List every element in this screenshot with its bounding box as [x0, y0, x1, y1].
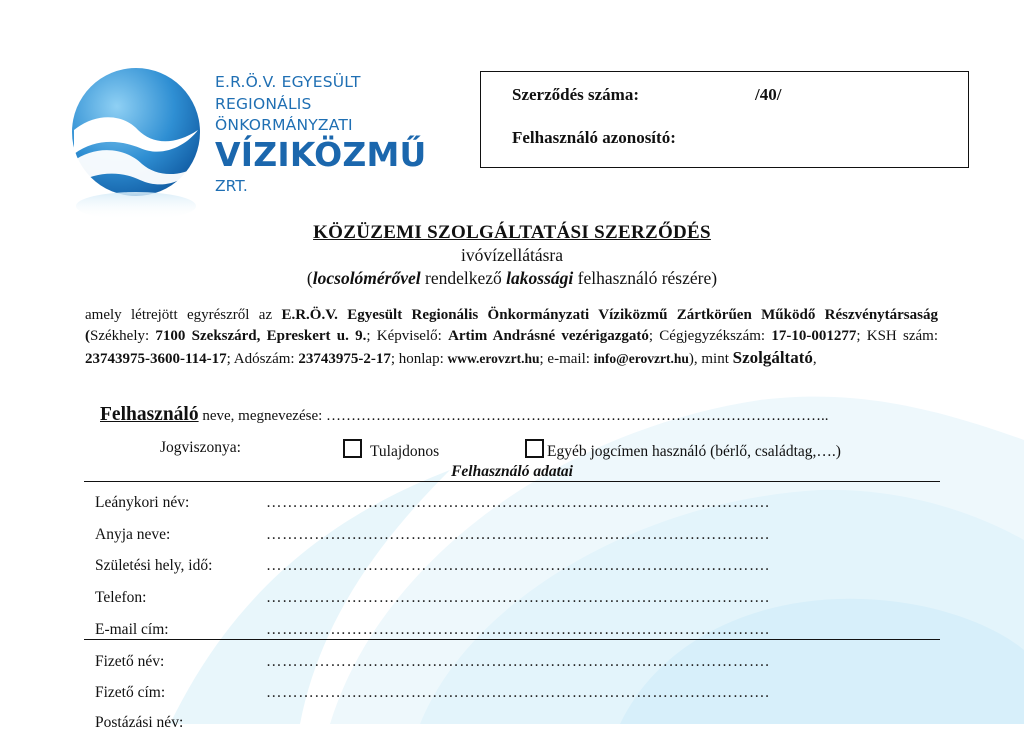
other-user-option-label: Egyéb jogcímen használó (bérlő, családtag,….) — [547, 443, 841, 460]
field-input-maiden-name[interactable]: …………………………………………………………………………………. — [266, 494, 770, 511]
subtitle-bold-2: lakossági — [506, 268, 574, 288]
document-subtitle: ivóvízellátásra — [460, 245, 564, 265]
contract-number-label: Szerződés száma: — [512, 85, 639, 104]
field-label-payer-name: Fizető név: — [95, 653, 165, 670]
user-name-line — [100, 404, 829, 426]
subtitle-bold-1: locsolómérővel — [312, 268, 421, 288]
field-input-birth-place-date[interactable]: …………………………………………………………………………………. — [266, 557, 770, 574]
company-email-link[interactable]: info@erovzrt.hu — [593, 351, 689, 366]
field-input-payer-address[interactable]: …………………………………………………………………………………. — [266, 684, 770, 701]
document-title: KÖZÜZEMI SZOLGÁLTATÁSI SZERZŐDÉS — [313, 222, 711, 243]
logo-line-2: REGIONÁLIS — [215, 94, 312, 113]
user-label: Felhasználó — [100, 404, 199, 425]
owner-option-label: Tulajdonos — [370, 443, 440, 460]
contract-number-value[interactable]: /40/ — [755, 85, 782, 104]
other-user-option[interactable] — [525, 439, 841, 461]
field-input-mother-name[interactable]: …………………………………………………………………………………. — [266, 526, 770, 543]
legal-relationship-label: Jogviszonya: — [160, 439, 241, 456]
company-logo-icon — [66, 64, 206, 224]
intro-paragraph: amely létrejött egyrészről az E.R.Ö.V. Egyesült Regionális Önkormányzati Víziközmű Zártkörűen Működő Részvénytársaság (Székhely: 7100 Szekszárd, Epreskert u. 9.; Képviselő: Artim Andrásné vezérigazgató; Cégjegyzékszám: 17-10-001277; KSH szám: 23743975-3600-114-17; Adószám: 23743975-2-17; honlap: www.erovzrt.hu; e-mail: info@erovzrt.hu), mint Szolgáltató, — [85, 307, 938, 367]
user-name-field[interactable]: neve, megnevezése: ……………………………………………………………………………………….. — [198, 408, 829, 424]
field-label-postal-name: Postázási név: — [95, 714, 184, 731]
field-label-birth-place-date: Születési hely, idő: — [95, 557, 213, 574]
logo-line-5: ZRT. — [215, 176, 248, 195]
contract-number-box — [480, 71, 969, 168]
company-ksh-number: 23743975-3600-114-17 — [85, 351, 227, 367]
logo-line-4: VÍZIKÖZMŰ — [215, 134, 427, 174]
provider-role: Szolgáltató — [732, 348, 813, 367]
section-divider-bottom — [84, 639, 940, 640]
field-input-payer-name[interactable]: …………………………………………………………………………………. — [266, 653, 770, 670]
field-label-email: E-mail cím: — [95, 621, 169, 638]
company-registration-number: 17-10-001277 — [771, 328, 857, 344]
field-label-maiden-name: Leánykori név: — [95, 494, 190, 511]
field-label-payer-address: Fizető cím: — [95, 684, 166, 701]
logo-line-3: ÖNKORMÁNYZATI — [215, 116, 353, 134]
field-input-email[interactable]: …………………………………………………………………………………. — [266, 621, 770, 638]
user-data-section-title: Felhasználó adatai — [451, 463, 573, 480]
field-label-phone: Telefon: — [95, 589, 147, 606]
company-website-link[interactable]: www.erovzrt.hu — [447, 351, 540, 366]
logo-line-1: E.R.Ö.V. EGYESÜLT — [215, 73, 361, 91]
company-logo-text — [215, 72, 427, 199]
company-name: E.R.Ö.V. Egyesült Regionális Önkormányzati Víziközmű Zártkörűen Működő Részvénytársaság ( — [85, 307, 938, 344]
field-label-mother-name: Anyja neve: — [95, 526, 171, 543]
section-divider-top — [84, 481, 940, 482]
company-representative: Artim Andrásné vezérigazgató — [448, 328, 649, 344]
company-seat: 7100 Szekszárd, Epreskert u. 9. — [155, 328, 367, 344]
owner-option[interactable] — [343, 439, 439, 461]
company-tax-number: 23743975-2-17 — [298, 351, 391, 367]
document-subtitle-2: (locsolómérővel rendelkező lakossági felhasználó részére) — [306, 268, 718, 288]
owner-checkbox[interactable] — [343, 439, 362, 458]
field-input-phone[interactable]: …………………………………………………………………………………. — [266, 589, 770, 606]
other-user-checkbox[interactable] — [525, 439, 544, 458]
user-id-label: Felhasználó azonosító: — [512, 128, 676, 147]
